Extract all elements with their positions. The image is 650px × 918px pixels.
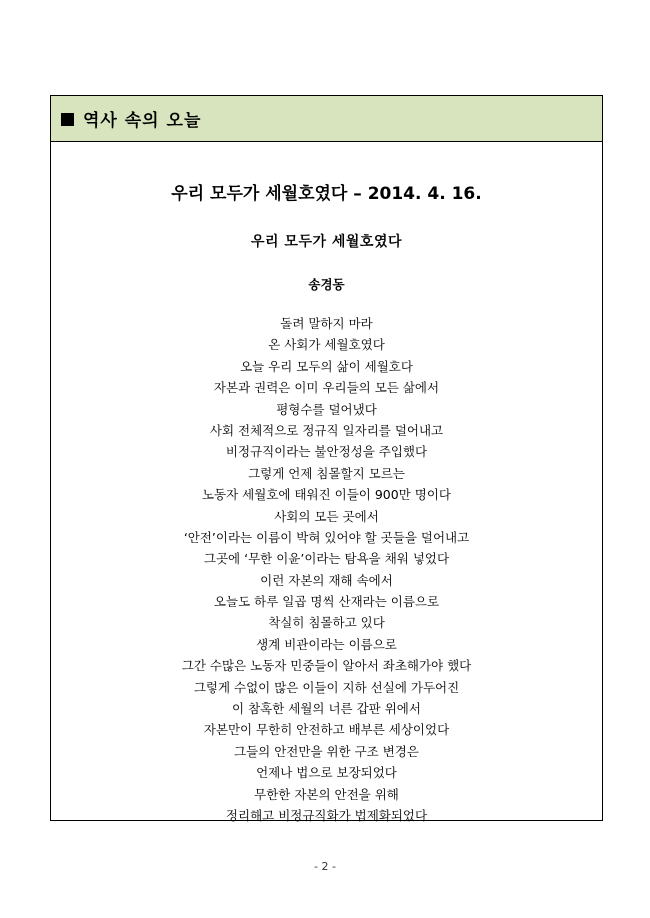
poem-line: 사회 전체적으로 정규직 일자리를 덜어내고 xyxy=(209,422,444,438)
poem-line: 그들의 안전만을 위한 구조 변경은 xyxy=(234,743,419,759)
poem-line: 비정규직이라는 불안정성을 주입했다 xyxy=(225,444,428,460)
poem-author: 송경동 xyxy=(308,277,345,292)
poem-line: 이 참혹한 세월의 너른 갑판 위에서 xyxy=(232,701,421,717)
poem-line: 오늘 우리 모두의 삶이 세월호다 xyxy=(240,358,413,374)
poem-line: 온 사회가 세월호였다 xyxy=(268,337,385,353)
poem-line: 평형수를 덜어냈다 xyxy=(276,401,377,417)
section-header-title: 역사 속의 오늘 xyxy=(83,111,202,131)
poem-line: 그렇게 수없이 많은 이들이 지하 선실에 가두어진 xyxy=(193,679,460,695)
poem-line: 자본만이 무한히 안전하고 배부른 세상이었다 xyxy=(203,722,450,738)
poem-line: 무한한 자본의 안전을 위해 xyxy=(254,786,399,802)
page-number: - 2 - xyxy=(314,860,336,873)
poem-line: 오늘도 하루 일곱 명씩 산재라는 이름으로 xyxy=(213,594,440,610)
black-square-icon xyxy=(61,113,74,126)
poem-line: 착실히 침몰하고 있다 xyxy=(268,615,385,631)
section-header xyxy=(51,96,602,142)
poem-line: 생계 비관이라는 이름으로 xyxy=(256,636,397,652)
poem-line: 돌려 말하지 마라 xyxy=(280,316,373,331)
poem-line: ‘안전’이라는 이름이 박혀 있어야 할 곳들을 덜어내고 xyxy=(183,529,470,545)
article-title: 우리 모두가 세월호였다 – 2014. 4. 16. xyxy=(171,184,482,204)
poem-line: 정리해고 비정규직화가 법제화되었다 xyxy=(225,807,428,823)
poem-line: 언제나 법으로 보장되었다 xyxy=(256,765,397,781)
poem-line: 그렇게 언제 침몰할지 모르는 xyxy=(248,465,405,481)
poem-line: 그간 수많은 노동자 민중들이 알아서 좌초해가야 했다 xyxy=(181,658,472,674)
history-today-box xyxy=(50,95,603,821)
poem-line: 노동자 세월호에 태워진 이들이 900만 명이다 xyxy=(201,487,451,503)
poem-line: 사회의 모든 곳에서 xyxy=(274,508,379,524)
poem-line: 그곳에 ‘무한 이윤’이라는 탐욕을 채워 넣었다 xyxy=(203,551,450,567)
poem-line: 자본과 권력은 이미 우리들의 모든 삶에서 xyxy=(213,380,440,396)
poem-line: 이런 자본의 재해 속에서 xyxy=(260,572,393,588)
poem-title: 우리 모두가 세월호였다 xyxy=(251,234,402,250)
poem-body xyxy=(51,313,602,826)
